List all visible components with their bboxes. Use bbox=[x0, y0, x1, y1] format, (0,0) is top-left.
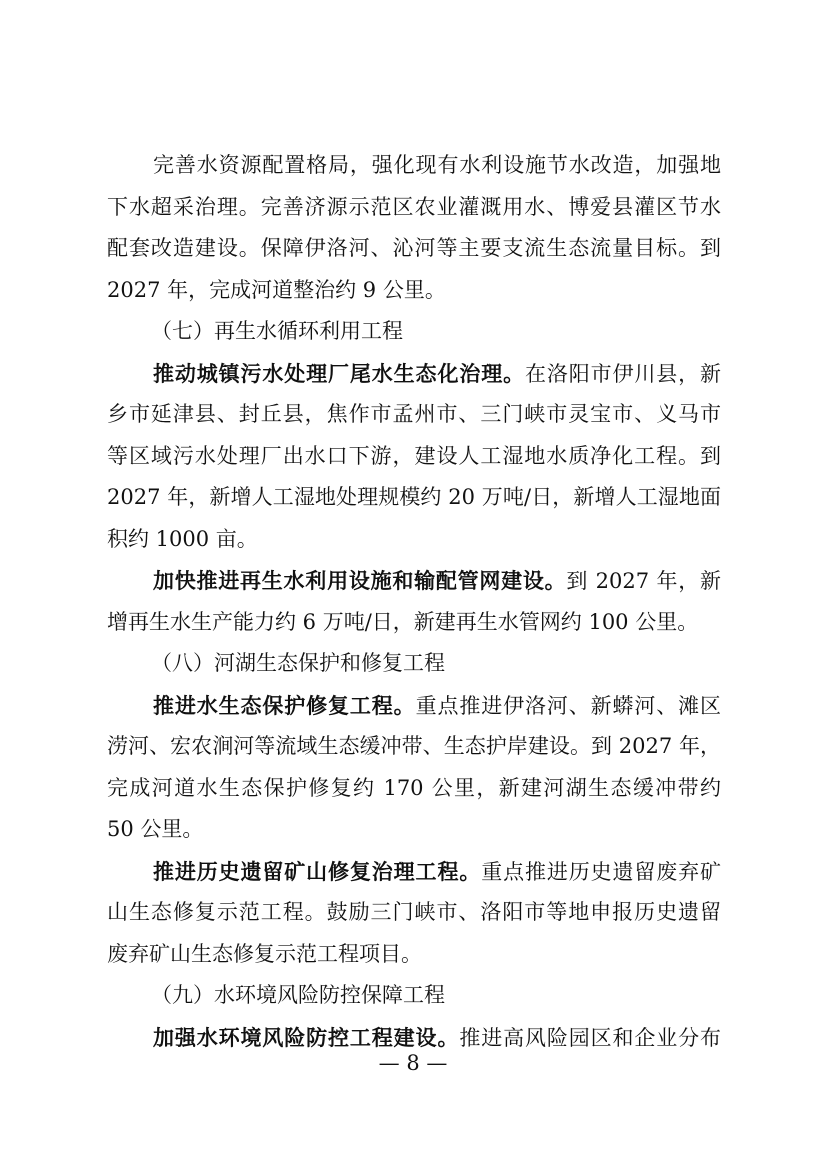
section-heading-9: （九）水环境风险防控保障工程 bbox=[151, 983, 445, 1007]
bold-lead: 加强水环境风险防控工程建设。 bbox=[153, 1024, 460, 1050]
paragraph-line: 增再生水生产能力约 6 万吨/日，新建再生水管网约 100 公里。 bbox=[107, 609, 699, 634]
paragraph-first-line bbox=[107, 685, 721, 727]
bold-lead: 推动城镇污水处理厂尾水生态化治理。 bbox=[153, 360, 525, 386]
paragraph-line: 山生态修复示范工程。鼓励三门峡市、洛阳市等地申报历史遗留 bbox=[107, 900, 721, 924]
paragraph-first-line bbox=[107, 560, 721, 602]
paragraph-text: 重点推进历史遗留废弃矿 bbox=[481, 859, 721, 884]
paragraph-line: 2027 年，新增人工湿地处理规模约 20 万吨/日，新增人工湿地面 bbox=[107, 485, 721, 509]
section-heading-7: （七）再生水循环利用工程 bbox=[151, 319, 403, 343]
paragraph-text: 在洛阳市伊川县，新 bbox=[524, 361, 721, 386]
paragraph-text: 重点推进伊洛河、新蟒河、滩区 bbox=[415, 693, 721, 718]
paragraph-text: 推进高风险园区和企业分布 bbox=[459, 1025, 721, 1050]
paragraph-line: 等区域污水处理厂出水口下游，建设人工湿地水质净化工程。到 bbox=[107, 443, 721, 468]
paragraph-line: 下水超采治理。完善济源示范区农业灌溉用水、博爱县灌区节水 bbox=[107, 194, 721, 219]
paragraph-line: 完善水资源配置格局，强化现有水利设施节水改造，加强地 bbox=[153, 153, 721, 177]
bold-lead: 推进水生态保护修复工程。 bbox=[153, 692, 416, 718]
section-heading-8: （八）河湖生态保护和修复工程 bbox=[151, 651, 445, 675]
document-body bbox=[107, 145, 721, 1058]
bold-lead: 推进历史遗留矿山修复治理工程。 bbox=[153, 858, 482, 884]
paragraph-line: 完成河道水生态保护修复约 170 公里，新建河湖生态缓冲带约 bbox=[107, 775, 721, 800]
paragraph-first-line bbox=[107, 851, 721, 893]
paragraph-line: 乡市延津县、封丘县，焦作市孟州市、三门峡市灵宝市、义马市 bbox=[107, 402, 721, 426]
page-number: — 8 — bbox=[378, 1051, 448, 1075]
bold-lead: 加快推进再生水利用设施和输配管网建设。 bbox=[153, 568, 567, 593]
paragraph-line: 配套改造建设。保障伊洛河、沁河等主要支流生态流量目标。到 bbox=[107, 236, 721, 260]
paragraph-line: 50 公里。 bbox=[107, 817, 204, 841]
paragraph-line: 积约 1000 亩。 bbox=[107, 526, 258, 551]
paragraph-text: 到 2027 年，新 bbox=[566, 569, 721, 593]
paragraph-line: 废弃矿山生态修复示范工程项目。 bbox=[107, 941, 422, 966]
paragraph-line: 2027 年，完成河道整治约 9 公里。 bbox=[107, 277, 446, 302]
paragraph-line: 涝河、宏农涧河等流域生态缓冲带、生态护岸建设。到 2027 年， bbox=[107, 734, 721, 758]
paragraph-first-line bbox=[107, 353, 721, 395]
